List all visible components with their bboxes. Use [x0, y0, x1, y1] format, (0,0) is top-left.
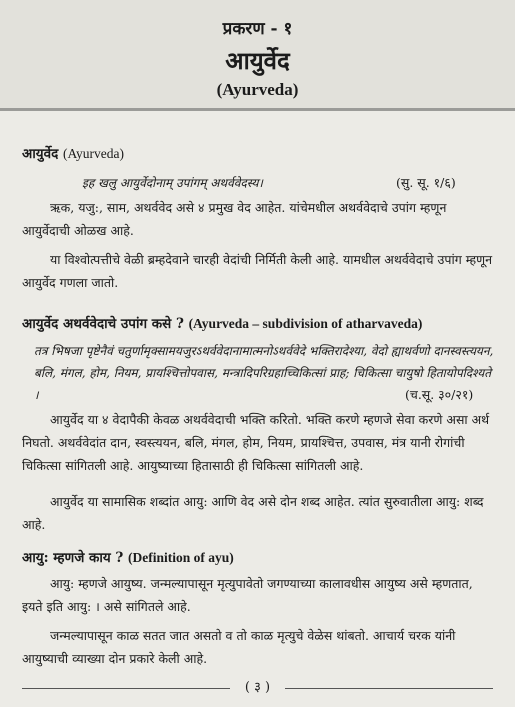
footer-rule-right: [285, 688, 493, 689]
paragraph-s3-2: जन्मल्यापासून काळ सतत जात असतो व तो काळ मृत्युचे वेळेस थांबतो. आचार्य चरक यांनी आयुष्याची व्याख्या दोन प्रकारे केली आहे.: [22, 628, 456, 666]
section-heading-mr: आयु: म्हणजे काय ?: [22, 550, 124, 566]
section-heading-mr: आयुर्वेद अथर्ववेदाचे उपांग कसे ?: [22, 316, 184, 332]
shloka-1: इह खलु आयुर्वेदोनाम् उपांगम् अथर्ववेदस्य।: [82, 176, 263, 190]
page-footer: [0, 678, 515, 698]
chapter-title: आयुर्वेद: [225, 46, 290, 75]
chapter-label: प्रकरण - १: [222, 19, 293, 39]
shloka-2: तत्र भिषजा पृष्टेनैवं चतुर्णामृक्सामयजुरऽथर्ववेदानामात्मनोऽथर्ववेदे भक्तिरादेश्या, वेदो ह्याथर्वणो दानस्वस्त्ययन, बलि, मंगल, होम, नियम, प्रायश्चित्तोपवास, मन्त्रादिपरिग्रहाच्चिकित्सां प्राह; चिकित्सा चायुषो हितायोपदिश्यते ।: [34, 344, 494, 402]
shloka-1-reference: (सु. सू. १/६): [396, 175, 456, 190]
paragraph-s1-1: ऋक, यजु:, साम, अथर्ववेद असे ४ प्रमुख वेद आहेत. यांचेमधील अथर्ववेदाचे उपांग म्हणून आयुर्वेदाची ओळख आहे.: [22, 200, 447, 238]
paragraph-s3-1: आयु: म्हणजे आयुष्य. जन्मल्यापासून मृत्युपावेतो जगण्याच्या कालावधीस आयुष्य असे म्हणतात, इयते इति आयु: । असे सांगितले आहे.: [22, 576, 473, 614]
section-heading-mr: आयुर्वेद: [22, 146, 59, 162]
section-heading-ayu: [22, 548, 494, 568]
shloka-2-reference: (च.सू. ३०/२१): [405, 387, 474, 402]
chapter-subtitle: (Ayurveda): [216, 80, 299, 99]
header-divider: [0, 108, 515, 111]
paragraph-s2-2: आयुर्वेद या सामासिक शब्दांत आयु: आणि वेद असे दोन शब्द आहेत. त्यांत सुरुवातीला आयु: शब्द आहे.: [22, 494, 484, 532]
section-heading-en: (Definition of ayu): [128, 550, 234, 565]
page-number: ( ३ ): [244, 680, 271, 695]
section-heading-en: (Ayurveda – subdivision of atharvaveda): [188, 316, 423, 331]
paragraph-s1-2: या विश्वोत्पत्तीचे वेळी ब्रम्हदेवाने चारही वेदांची निर्मिती केली आहे. यामधील अथर्ववेदाचे उपांग म्हणून आयुर्वेद गणला जातो.: [22, 252, 493, 290]
section-heading-subdivision: [22, 314, 494, 334]
section-heading-en: (Ayurveda): [63, 146, 124, 161]
paragraph-s2-1: आयुर्वेद या ४ वेदापैकी केवळ अथर्ववेदाची भक्ति करितो. भक्ति करणे म्हणजे सेवा करणे असा अर्थ निघतो. अथर्ववेदांत दान, स्वस्त्ययन, बलि, मंगल, होम, नियम, प्रायश्चित्त, उपवास, मंत्र यानी रोगांची चिकित्सा सांगितली आहे. आयुष्याच्या हितासाठी ही चिकित्सा सांगितली आहे.: [22, 412, 490, 473]
section-heading-ayurveda: [22, 144, 494, 164]
